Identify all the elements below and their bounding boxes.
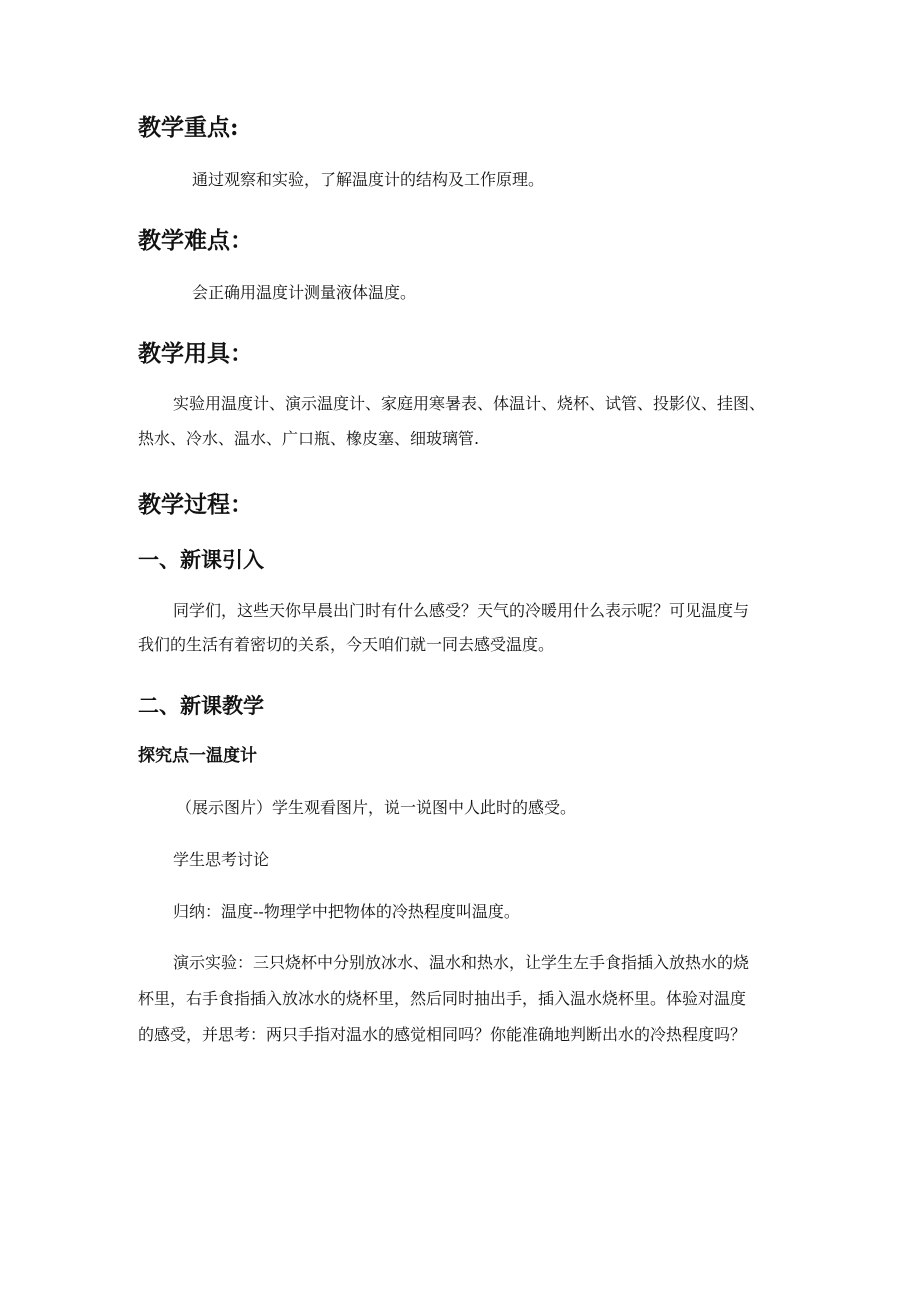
heading-new-lesson-teaching: 二、新课教学 [138, 693, 264, 718]
heading-teaching-process: 教学过程： [138, 491, 253, 518]
teaching-tools-line-1: 实验用温度计、演示温度计、家庭用寒暑表、体温计、烧杯、试管、投影仪、挂图、 [173, 394, 766, 413]
demo-experiment-line-2: 杯里，右手食指插入放冰水的烧杯里，然后同时抽出手，插入温水烧杯里。体验对温度 [138, 989, 747, 1008]
student-discussion-paragraph: 学生思考讨论 [173, 850, 270, 869]
intro-paragraph-line-2: 我们的生活有着密切的关系，今天咱们就一同去感受温度。 [138, 635, 555, 654]
intro-paragraph-line-1: 同学们，这些天你早晨出门时有什么感受？天气的冷暖用什么表示呢？可见温度与 [173, 601, 750, 620]
demo-experiment-line-3: 的感受，并思考：两只手指对温水的感觉相同吗？你能准确地判断出水的冷热程度吗？ [138, 1025, 747, 1044]
teaching-difficulty-text: 会正确用温度计测量液体温度。 [192, 283, 417, 302]
heading-teaching-tools: 教学用具： [138, 340, 253, 367]
summary-paragraph: 归纳：温度--物理学中把物体的冷热程度叫温度。 [173, 902, 520, 921]
heading-new-lesson-intro: 一、新课引入 [138, 547, 264, 572]
subheading-inquiry-thermometer: 探究点一温度计 [138, 746, 257, 766]
teaching-tools-line-2: 热水、冷水、温水、广口瓶、橡皮塞、细玻璃管. [138, 429, 480, 448]
show-picture-paragraph: （展示图片）学生观看图片，说一说图中人此时的感受。 [176, 798, 577, 817]
teaching-focus-text: 通过观察和实验，了解温度计的结构及工作原理。 [192, 170, 545, 189]
heading-teaching-difficulty: 教学难点： [138, 227, 253, 254]
demo-experiment-line-1: 演示实验：三只烧杯中分别放冰水、温水和热水，让学生左手食指插入放热水的烧 [173, 953, 750, 972]
heading-teaching-focus: 教学重点: [138, 114, 239, 141]
